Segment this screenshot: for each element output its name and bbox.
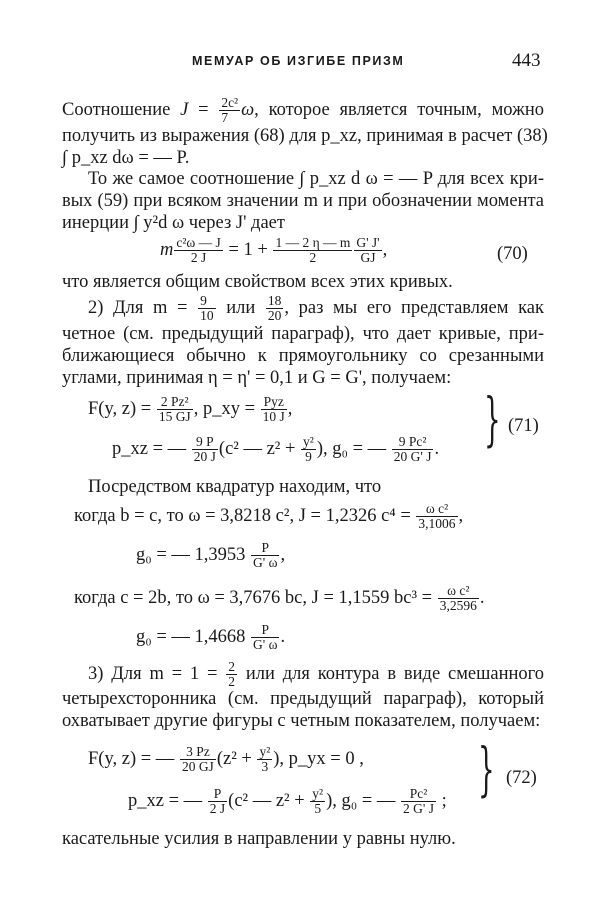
p7-line1: касательные усилия в направлении y равны нулю. [62,829,456,849]
p2-line1: То же самое соотношение ∫ p_xz d ω = — P для всех кри- [88,169,544,189]
p6-line3: охватывает другие фигуры с четным показателем, получаем: [62,711,541,731]
p2-line2: вых (59) при всяком значении m и при обозначении момента [62,191,544,211]
equation-72-row2: p_xz = — $\frac{P}{2 J}$ (c² — z² + $\frac{\text{y²}}{5}$ ), g₀ = — $\frac{\text{Pc²}}{2 G' J}$ ; [128,786,447,816]
p4-line3: ближающиеся обычно к прямоугольнику со срезанными [62,346,544,366]
p6-line2: четырехсторонника (см. предыдущий параграф), который [62,689,544,709]
case1-line1: когда b = c, то ω = 3,8218 c², J = 1,2326 c⁴ = $\frac{\text{ω c²}}{3,1006}$ , [74,501,464,531]
equation-number-70: (70) [497,244,528,264]
brace-72: } [478,735,495,803]
p6-line1: 3) Для m = 1 = $\frac{2}{2}$ или для контура в виде смешанного [88,659,545,689]
case2-line1: когда c = 2b, то ω = 3,7676 bc, J = 1,1559 bc³ = $\frac{\text{ω c²}}{3,2596}$ . [74,583,485,613]
header-title: МЕМУАР ОБ ИЗГИБЕ ПРИЗМ [192,54,405,68]
equation-number-72: (72) [506,768,537,788]
equation-number-71: (71) [508,416,539,436]
equation-71-row2: p_xz = — $\frac{9 P}{20 J}$ (c² — z² + $\frac{\text{y²}}{9}$ ), g₀ = — $\frac{\text{9 Pc²}}{20 G' J}$ . [112,434,440,464]
equation-70: m $\frac{\text{c²ω — J}}{2 J}$ = 1 + $\frac{1 — 2 \eta — m}{2}$ $\frac{G' J'}{GJ}$ , [160,235,388,265]
case2-line2: g₀ = — 1,4668 $\frac{P}{G' \omega}$ . [136,622,286,652]
p2-line3: инерции ∫ y²d ω через J' дает [62,213,285,233]
running-header [0,50,601,78]
p1-line2: получить из выражения (68) для p_xz, принимая в расчет (38) [62,126,548,146]
p1-line1: Соотношение J = $\frac{\text{2c²}}{7}$ ω, которое является точным, можно [62,95,544,125]
p5-line1: Посредством квадратур находим, что [88,477,382,497]
equation-72-row1: F(y, z) = — $\frac{3 Pz}{20 GJ}$ (z² + $\frac{\text{y²}}{3}$ ), p_yx = 0 , [88,744,364,774]
p4-line1: 2) Для m = $\frac{9}{10}$ или $\frac{18}{20}$ , раз мы его представляем как [88,293,544,323]
page-number: 443 [512,50,541,71]
case1-line2: g₀ = — 1,3953 $\frac{P}{G' \omega}$ , [136,540,286,570]
equation-71-row1: F(y, z) = $\frac{\text{2 Pz²}}{15 GJ}$ , p_xy = $\frac{\text{Pyz}}{10 J}$ , [88,394,293,424]
brace-71: } [484,385,501,453]
p4-line4: углами, принимая η = η' = 0,1 и G = G', получаем: [62,368,452,388]
p4-line2: четное (см. предыдущий параграф), что дает кривые, при- [62,324,544,344]
p1-line3: ∫ p_xz dω = — P. [62,148,190,168]
p3-line1: что является общим свойством всех этих кривых. [62,272,453,292]
